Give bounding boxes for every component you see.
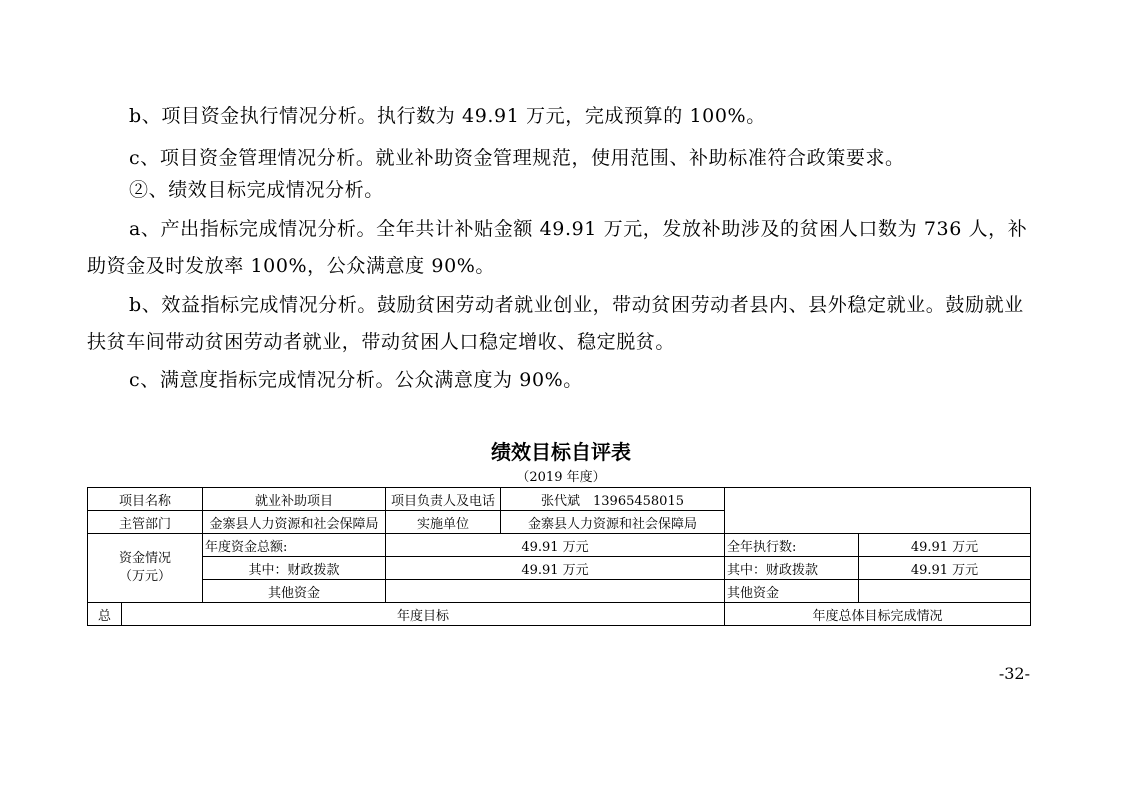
table-subtitle: （2019 年度） [516, 470, 606, 485]
project-name-label: 项目名称 [88, 488, 203, 511]
other-funds-label: 其他资金 [203, 580, 386, 603]
dept-value: 金寨县人力资源和社会保障局 [203, 511, 386, 534]
fiscal-value: 49.91 万元 [386, 557, 725, 580]
paragraph-satisfaction-indicators: c、满意度指标完成情况分析。公众满意度为 90%。 [129, 369, 583, 391]
project-name-value: 就业补助项目 [203, 488, 386, 511]
table-row [88, 580, 1031, 603]
performance-self-evaluation-table [87, 487, 1031, 626]
table-row [88, 557, 1031, 580]
funds-label-line-1: 资金情况 [119, 551, 172, 566]
other-funds-value [386, 580, 725, 603]
paragraph-benefit-indicators: b、效益指标完成情况分析。鼓励贫困劳动者就业创业，带动贫困劳动者县内、县外稳定就业。鼓励就业扶贫车间带动贫困劳动者就业，带动贫困人口稳定增收、稳定脱贫。 [87, 294, 1024, 353]
goal-completion-label: 年度总体目标完成情况 [725, 603, 1031, 626]
contact-label: 项目负责人及电话 [386, 488, 501, 511]
contact-value: 张代斌 13965458015 [501, 488, 725, 511]
full-year-exec-value: 49.91 万元 [859, 534, 1031, 557]
table-title: 绩效目标自评表 [491, 440, 631, 464]
fiscal-exec-value: 49.91 万元 [859, 557, 1031, 580]
page-number: -32- [998, 664, 1030, 683]
paragraph-budget-execution: b、项目资金执行情况分析。执行数为 49.91 万元，完成预算的 100%。 [129, 105, 766, 127]
fiscal-exec-label: 其中：财政拨款 [725, 557, 859, 580]
full-year-exec-label: 全年执行数: [725, 534, 859, 557]
impl-value: 金寨县人力资源和社会保障局 [501, 511, 725, 534]
annual-total-value: 49.91 万元 [386, 534, 725, 557]
impl-label: 实施单位 [386, 511, 501, 534]
other-exec-label: 其他资金 [725, 580, 859, 603]
other-exec-value [859, 580, 1031, 603]
table-row [88, 534, 1031, 557]
funds-label [88, 534, 203, 603]
table-row [88, 488, 1031, 511]
blank-cell [725, 488, 1031, 534]
paragraph-output-indicators: a、产出指标完成情况分析。全年共计补贴金额 49.91 万元，发放补助涉及的贫困人口数为 736 人，补助资金及时发放率 100%，公众满意度 90%。 [87, 218, 1028, 277]
funds-label-line-2: （万元） [119, 569, 172, 584]
dept-label: 主管部门 [88, 511, 203, 534]
paragraph-fund-management: c、项目资金管理情况分析。就业补助资金管理规范，使用范围、补助标准符合政策要求。 [129, 147, 905, 169]
paragraph-goal-analysis-heading: ②、绩效目标完成情况分析。 [129, 179, 384, 201]
fiscal-label: 其中：财政拨款 [203, 557, 386, 580]
annual-goal-label: 年度目标 [122, 603, 725, 626]
table-row [88, 603, 1031, 626]
total-label: 总 [88, 603, 122, 626]
annual-total-label: 年度资金总额: [203, 534, 386, 557]
